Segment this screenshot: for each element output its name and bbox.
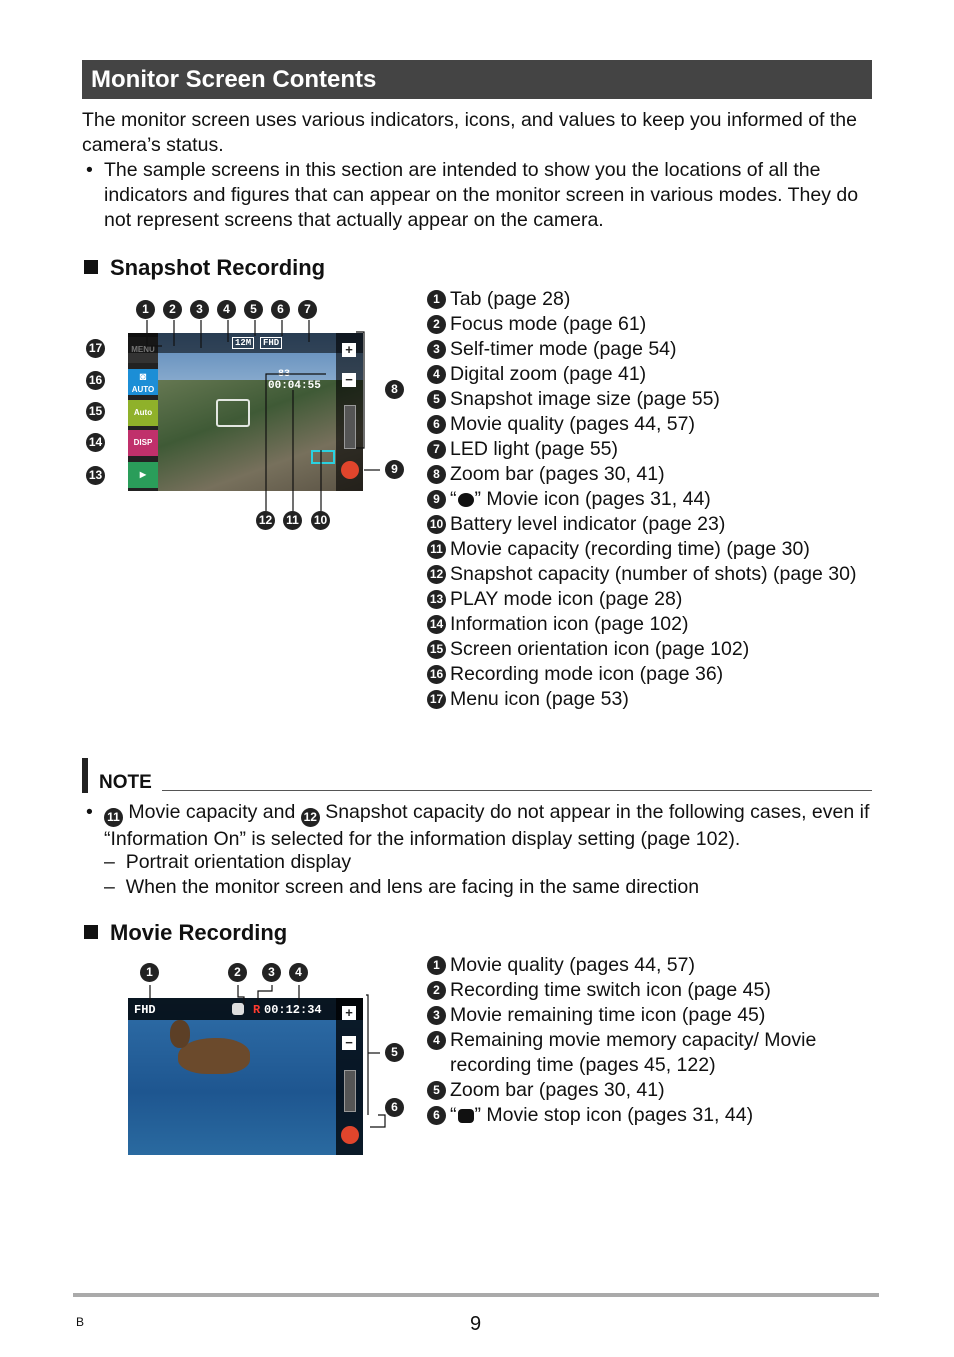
legend-text: Recording time switch icon (page 45) [450,979,771,1001]
movie-callouts [80,955,420,1155]
legend-number: 5 [427,390,446,409]
legend-text: LED light (page 55) [450,438,619,460]
legend-text: Snapshot image size (page 55) [450,388,720,410]
zoom-in-icon[interactable]: + [342,1006,356,1020]
callout-1: 1 [136,300,155,319]
callout-11: 11 [283,511,302,530]
legend-item [426,362,886,387]
legend-text: Movie capacity (recording time) (page 30) [450,538,810,560]
movie-recording-time: 00:12:34 [264,1003,322,1017]
legend-text: “ [450,1104,457,1126]
callout-15: 15 [86,402,105,421]
legend-item [426,978,886,1003]
intro-paragraph: The monitor screen uses various indicators, icons, and values to keep you informed of the camera’s status. [82,109,857,156]
legend-number: 16 [427,665,446,684]
legend-number: 6 [427,1106,446,1125]
legend-item [426,953,886,978]
legend-item [426,287,886,312]
footer-code: B [76,1315,85,1329]
intro-bullet-text: The sample screens in this section are intended to show you the locations of all the indicators and figures that can appear on the monitor screen in various modes. They do not represent screens that actually appear on the camera. [104,159,859,231]
movie-quality-indicator: FHD [260,337,282,349]
legend-item [426,562,886,587]
legend-text: “ [450,488,457,510]
callout-14: 14 [86,433,105,452]
legend-number: 11 [427,540,446,559]
movie-quality-indicator: FHD [134,1003,156,1017]
legend-item [426,637,886,662]
legend-text: Screen orientation icon (page 102) [450,638,750,660]
legend-number: 4 [427,1031,446,1050]
callout-8: 8 [385,380,404,399]
legend-item [426,487,886,512]
note-bullet [82,800,882,855]
camera-icon: ◙ [139,371,147,383]
callout-9: 9 [385,460,404,479]
legend-item [426,587,886,612]
zoom-out-icon[interactable]: − [342,373,356,387]
callout-13: 13 [86,466,105,485]
snapshot-legend [426,287,886,712]
legend-number: 7 [427,440,446,459]
legend-number: 10 [427,515,446,534]
legend-item [426,1103,886,1128]
callout-2: 2 [163,300,182,319]
movie-remaining-time-icon: R [253,1003,261,1017]
page-number: 9 [470,1313,482,1335]
dash-item: – Portrait orientation display [104,851,352,873]
legend-item [426,1028,830,1078]
legend-text: Movie quality (pages 44, 57) [450,413,695,435]
legend-item [426,337,886,362]
snapshot-callouts [80,290,420,540]
inline-number-12: 12 [301,808,320,827]
legend-item [426,462,886,487]
bullet-dot: • [86,159,93,181]
callout-4: 4 [217,300,236,319]
callout-12: 12 [256,511,275,530]
footer-rule [73,1293,879,1297]
legend-text: Menu icon (page 53) [450,688,629,710]
note-label: NOTE [99,772,152,793]
legend-text: Battery level indicator (page 23) [450,513,726,535]
movie-callout-1: 1 [140,963,159,982]
page-title: Monitor Screen Contents [82,60,872,99]
legend-item [426,312,886,337]
callout-16: 16 [86,371,105,390]
note-bar [82,758,88,793]
legend-text: Recording mode icon (page 36) [450,663,724,685]
movie-heading [84,920,287,946]
auto-text: AUTO [131,385,155,394]
intro-bullet [82,158,882,238]
screen-orientation-icon[interactable]: Auto [128,400,158,426]
legend-number: 2 [427,981,446,1000]
legend-number: 1 [427,956,446,975]
legend-item [426,662,886,687]
movie-callout-3: 3 [262,963,281,982]
legend-text: Remaining movie memory capacity/ Movie recording time (pages 45, 122) [450,1029,817,1076]
legend-text: Zoom bar (pages 30, 41) [450,463,665,485]
legend-number: 9 [427,490,446,509]
legend-number: 6 [427,415,446,434]
square-bullet-icon [84,260,98,274]
legend-text: PLAY mode icon (page 28) [450,588,683,610]
legend-item [426,1078,886,1103]
legend-text: Zoom bar (pages 30, 41) [450,1079,665,1101]
movie-callout-6: 6 [385,1098,404,1117]
snapshot-heading-text: Snapshot Recording [110,255,326,280]
movie-callout-4: 4 [289,963,308,982]
legend-number: 3 [427,340,446,359]
legend-text: Movie remaining time icon (page 45) [450,1004,766,1026]
stop-icon [458,1109,474,1123]
legend-number: 4 [427,365,446,384]
movie-legend [426,953,886,1128]
legend-number: 3 [427,1006,446,1025]
note-dash-list [104,850,699,900]
movie-callout-2: 2 [228,963,247,982]
legend-text: ” Movie stop icon (pages 31, 44) [474,1104,754,1126]
callout-5: 5 [244,300,263,319]
square-bullet-icon [84,925,98,939]
note-bullet-text [104,800,874,852]
legend-text: Information icon (page 102) [450,613,689,635]
movie-capacity: 00:04:55 [268,380,321,392]
zoom-out-icon[interactable]: − [342,1036,356,1050]
callout-7: 7 [298,300,317,319]
legend-number: 2 [427,315,446,334]
dash-text: When the monitor screen and lens are facing in the same direction [125,876,700,898]
legend-item [426,612,886,637]
callout-10: 10 [311,511,330,530]
dash-item: – When the monitor screen and lens are facing in the same direction [104,876,700,898]
information-icon[interactable]: DISP [128,430,158,456]
legend-number: 5 [427,1081,446,1100]
legend-number: 14 [427,615,446,634]
callout-6: 6 [271,300,290,319]
legend-text: Self-timer mode (page 54) [450,338,677,360]
movie-camera-icon [458,493,474,507]
legend-number: 1 [427,290,446,309]
movie-callout-5: 5 [385,1043,404,1062]
legend-text: Focus mode (page 61) [450,313,647,335]
legend-text: ” Movie icon (pages 31, 44) [474,488,711,510]
callout-17: 17 [86,339,105,358]
legend-item [426,512,886,537]
note-divider [162,790,872,791]
snapshot-size-indicator: 12M [232,337,254,349]
legend-item [426,537,886,562]
legend-item [426,437,886,462]
dash-text: Portrait orientation display [125,851,352,873]
bullet-dot: • [86,801,93,823]
movie-heading-text: Movie Recording [110,920,288,945]
snapshot-capacity: 83 [278,369,291,380]
zoom-in-icon[interactable]: + [342,343,356,357]
callout-3: 3 [190,300,209,319]
inline-number-11: 11 [104,808,123,827]
legend-item [426,687,886,712]
snapshot-heading [84,255,325,281]
legend-item [426,1003,886,1028]
legend-text: Movie quality (pages 44, 57) [450,954,695,976]
legend-number: 8 [427,465,446,484]
legend-number: 13 [427,590,446,609]
legend-text: Digital zoom (page 41) [450,363,647,385]
legend-number: 12 [427,565,446,584]
legend-number: 17 [427,690,446,709]
legend-text: Snapshot capacity (number of shots) (page 30) [450,563,857,585]
note-text-a: Movie capacity and [128,801,296,823]
legend-item [426,387,886,412]
legend-number: 15 [427,640,446,659]
legend-item [426,412,886,437]
note-text-b: Snapshot capacity do not appear in the following cases, even if “Information On” is selected for the information display setting (page 102). [104,801,870,850]
play-mode-icon[interactable]: ▶ [128,462,158,488]
legend-text: Tab (page 28) [450,288,571,310]
